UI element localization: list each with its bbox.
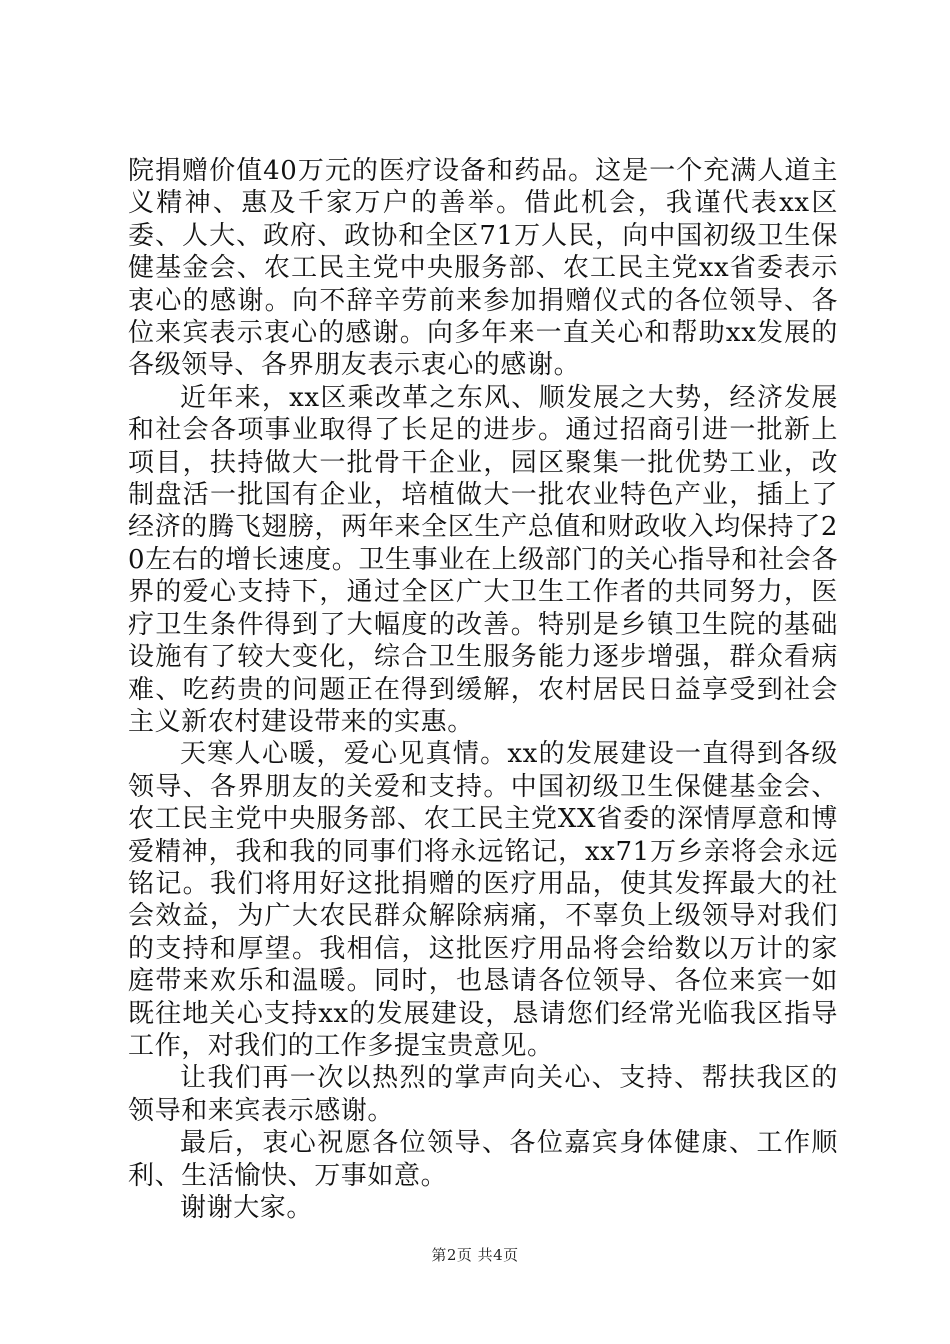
paragraph-development: 近年来，xx区乘改革之东风、顺发展之大势，经济发展和社会各项事业取得了长足的进步。通过招商引进一批新上项目，扶持做大一批骨干企业，园区聚集一批优势工业，改制盘活一批国有企业，培植做大一批农业特色产业，插上了经济的腾飞翅膀，两年来全区生产总值和财政收入均保持了20左右的增长速度。卫生事业在上级部门的关心指导和社会各界的爱心支持下，通过全区广大卫生工作者的共同努力，医疗卫生条件得到了大幅度的改善。特别是乡镇卫生院的基础设施有了较大变化，综合卫生服务能力逐步增强，群众看病难、吃药贵的问题正在得到缓解，农村居民日益享受到社会主义新农村建设带来的实惠。: [128, 382, 838, 737]
paragraph-gratitude: 天寒人心暖，爱心见真情。xx的发展建设一直得到各级领导、各界朋友的关爱和支持。中国初级卫生保健基金会、农工民主党中央服务部、农工民主党XX省委的深情厚意和博爱精神，我和我的同事们将永远铭记，xx71万乡亲将会永远铭记。我们将用好这批捐赠的医疗用品，使其发挥最大的社会效益，为广大农民群众解除病痛，不辜负上级领导对我们的支持和厚望。我相信，这批医疗用品将会给数以万计的家庭带来欢乐和温暖。同时，也恳请各位领导、各位来宾一如既往地关心支持xx的发展建设，恳请您们经常光临我区指导工作，对我们的工作多提宝贵意见。: [128, 739, 838, 1061]
paragraph-continued: 院捐赠价值40万元的医疗设备和药品。这是一个充满人道主义精神、惠及千家万户的善举。借此机会，我谨代表xx区委、人大、政府、政协和全区71万人民，向中国初级卫生保健基金会、农工民主党中央服务部、农工民主党xx省委表示衷心的感谢。向不辞辛劳前来参加捐赠仪式的各位领导、各位来宾表示衷心的感谢。向多年来一直关心和帮助xx发展的各级领导、各界朋友表示衷心的感谢。: [128, 156, 838, 381]
paragraph-wishes: 最后，衷心祝愿各位领导、各位嘉宾身体健康、工作顺利、生活愉快、万事如意。: [128, 1128, 838, 1191]
document-body: [128, 155, 838, 1224]
paragraph-closing: 谢谢大家。: [180, 1193, 314, 1223]
page-number-footer: 第2页 共4页: [431, 1246, 519, 1264]
paragraph-applause: 让我们再一次以热烈的掌声向关心、支持、帮扶我区的领导和来宾表示感谢。: [128, 1063, 838, 1126]
